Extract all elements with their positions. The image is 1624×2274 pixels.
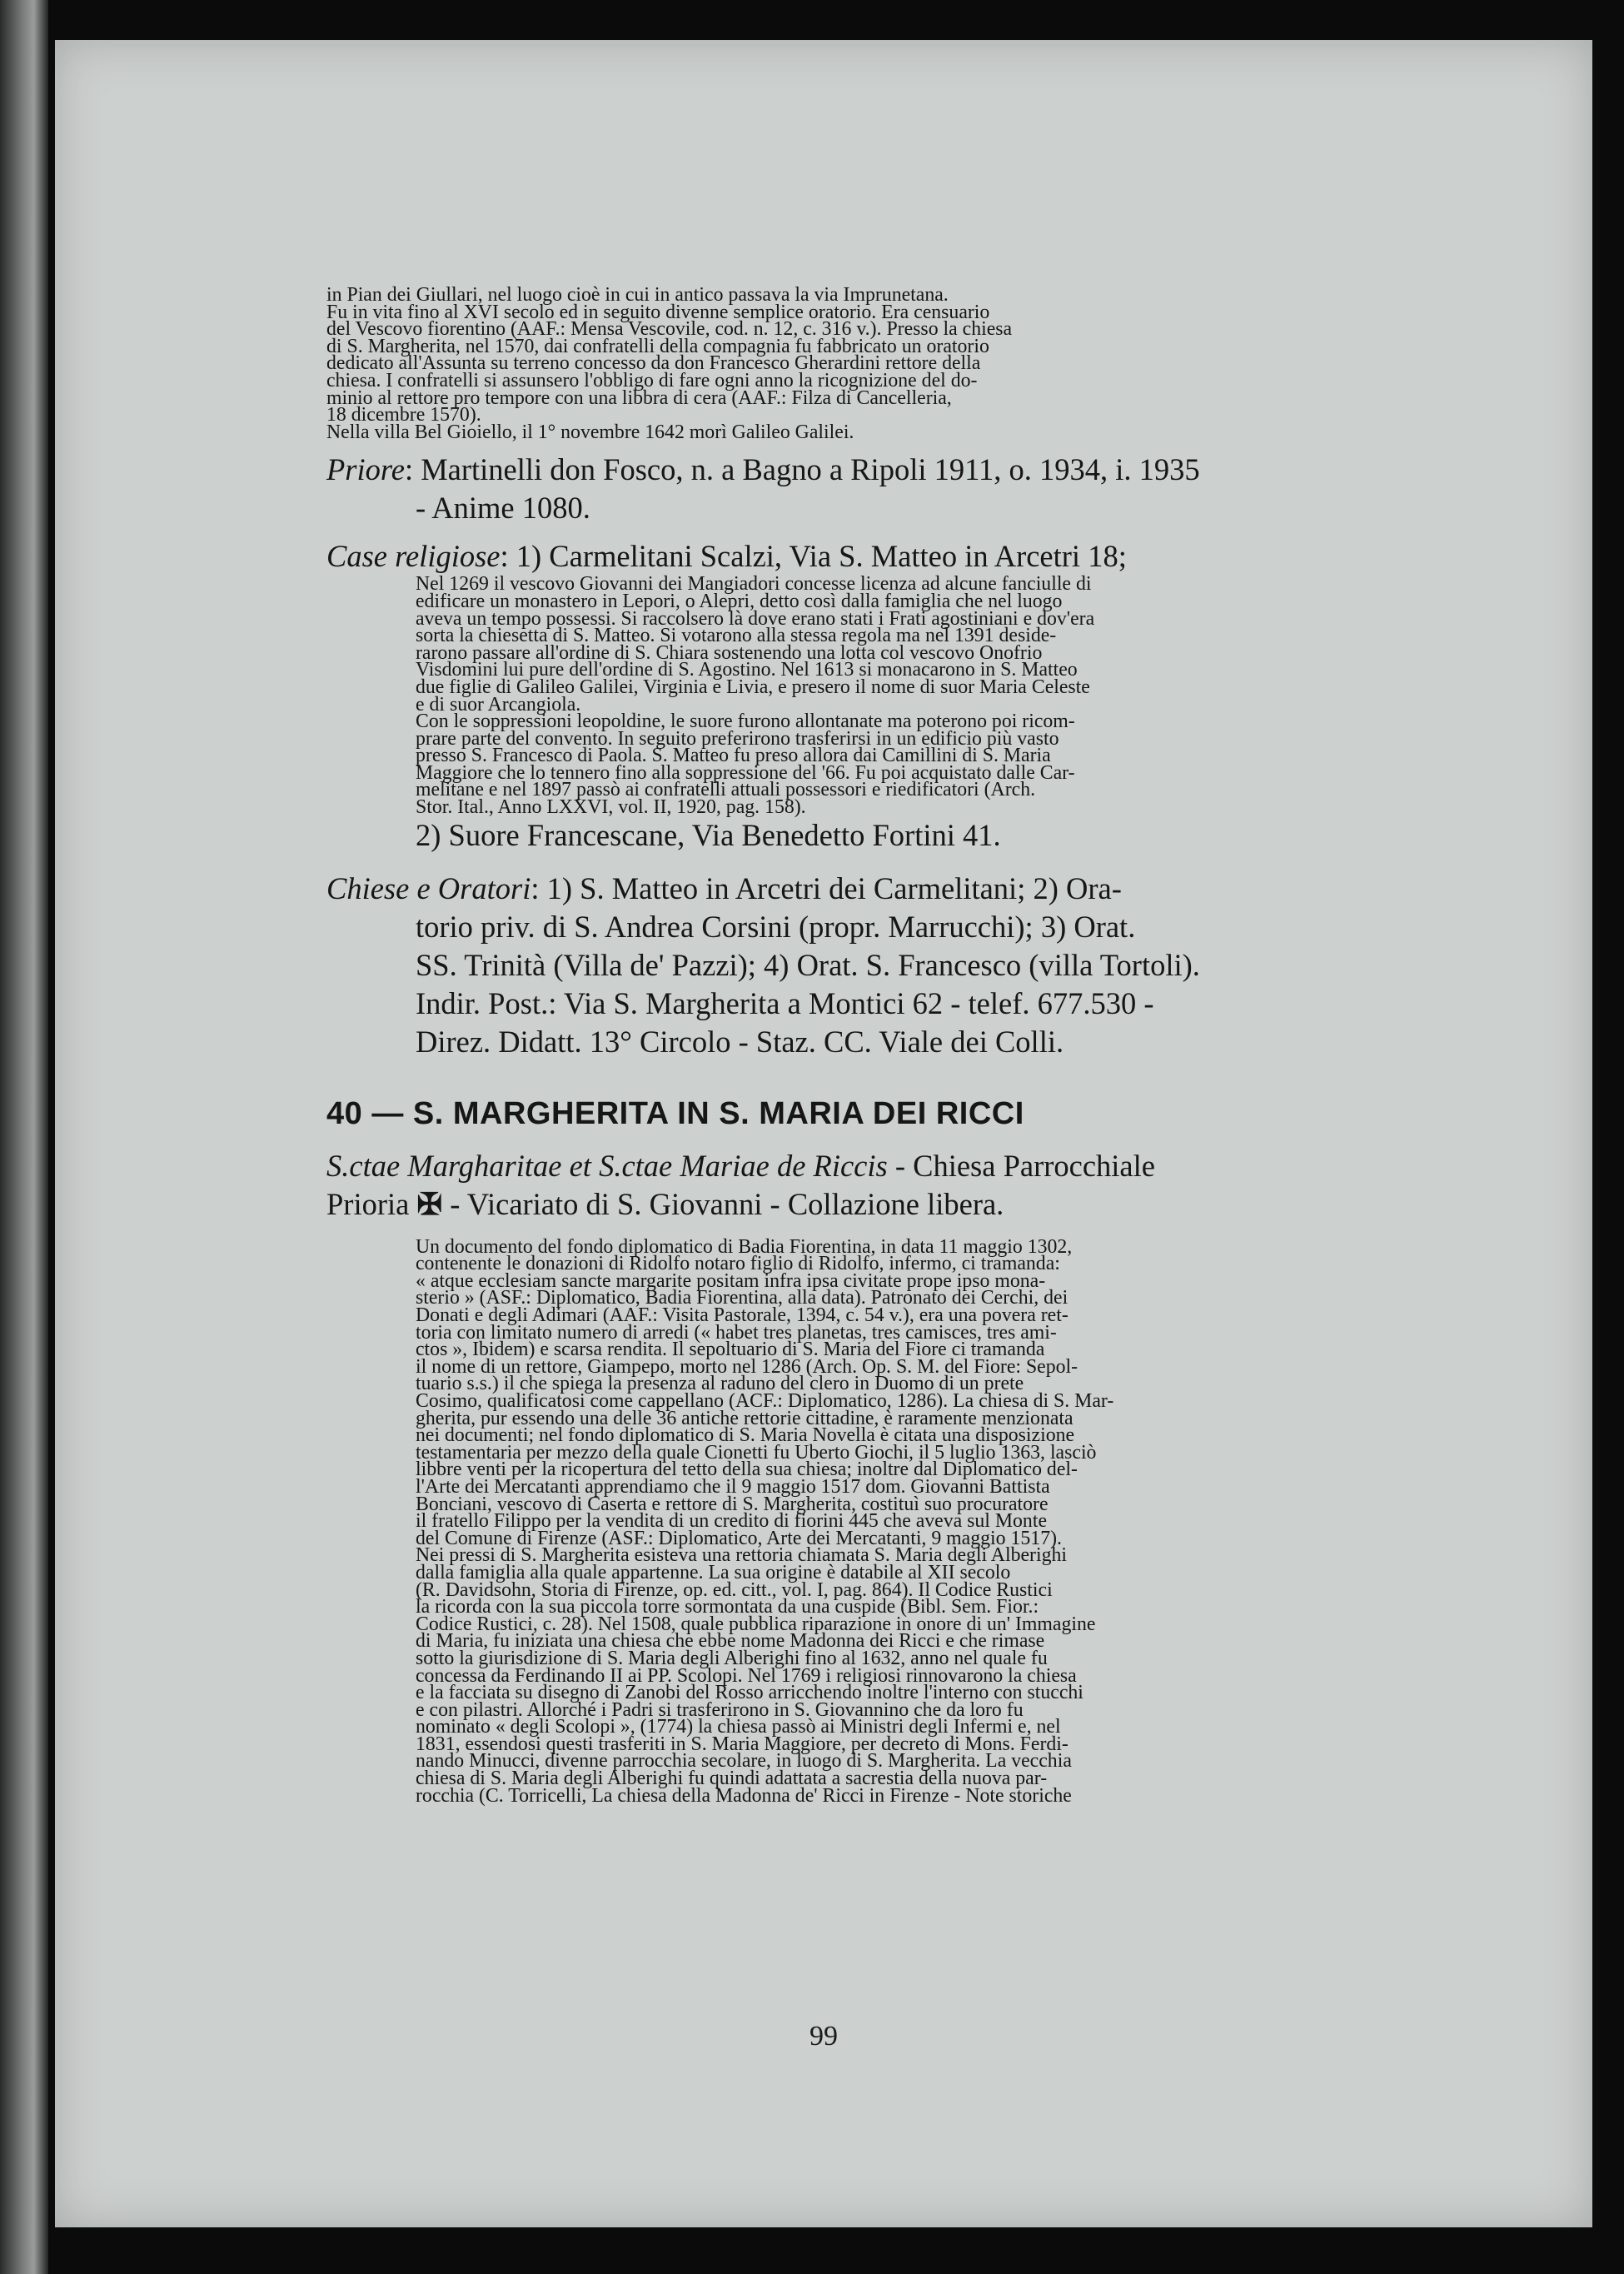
case-religiose-item1: : 1) Carmelitani Scalzi, Via S. Matteo in Arcetri 18; xyxy=(500,539,1127,574)
footnote-line: contenente le donazioni di Ridolfo notaro figlio di Ridolfo, infermo, ci tramanda: xyxy=(416,1253,1060,1275)
footnote-line: Nei pressi di S. Margherita esisteva una rettoria chiamata S. Maria degli Alberighi xyxy=(416,1544,1067,1567)
footnote-line: sotto la giurisdizione di S. Maria degli Alberighi fino al 1632, anno nel quale fu xyxy=(416,1647,1048,1669)
section-latin-title: S.ctae Margharitae et S.ctae Mariae de Riccis xyxy=(326,1148,888,1183)
case-religiose-note-1 xyxy=(416,573,1364,819)
note-line: melitane e nel 1897 passò ai confratelli attuali possessori e riedificatori (Arch. xyxy=(416,779,1036,801)
footnote-line: (R. Davidsohn, Storia di Firenze, op. ed. citt., vol. I, pag. 864). Il Codice Rustici xyxy=(416,1578,1053,1601)
case-religiose-item2: 2) Suore Francescane, Via Benedetto Fortini 41. xyxy=(416,817,1001,852)
note-line: Stor. Ital., Anno LXXVI, vol. II, 1920, pag. 158). xyxy=(416,796,806,819)
footnote-line: nei documenti; nel fondo diplomatico di S. Maria Novella è citata una disposizione xyxy=(416,1424,1075,1447)
chiese-entry xyxy=(326,870,1364,908)
footnote-line: Codice Rustici, c. 28). Nel 1508, quale pubblica riparazione in onore di un' Immagine xyxy=(416,1613,1096,1635)
note-line: edificare un monastero in Lepori, o Alepri, detto così dalla famiglia che nel luogo xyxy=(416,590,1063,612)
footnote-line: gherita, pur essendo una delle 36 antiche rettorie cittadine, è raramente menzionata xyxy=(416,1407,1074,1429)
footnote-line: in Pian dei Giullari, nel luogo cioè in cui in antico passava la via Imprunetana. xyxy=(326,284,949,306)
note-line: e di suor Arcangiola. xyxy=(416,693,581,716)
note-line: prare parte del convento. In seguito preferirono trasferirsi in un edificio più vasto xyxy=(416,727,1059,750)
footnote-line: dedicato all'Assunta su terreno concesso da don Francesco Gherardini rettore della xyxy=(326,352,981,375)
footnote-top xyxy=(326,284,1364,443)
priore-label: Priore xyxy=(326,452,405,487)
footnote-line: Donati e degli Adimari (AAF.: Visita Pastorale, 1394, c. 54 v.), era una povera ret- xyxy=(416,1304,1069,1327)
note-line: due figlie di Galileo Galilei, Virginia e Livia, e presero il nome di suor Maria Celeste xyxy=(416,676,1090,698)
footnote-line: del Comune di Firenze (ASF.: Diplomatico, Arte dei Mercatanti, 9 maggio 1517). xyxy=(416,1527,1062,1549)
case-religiose-label: Case religiose xyxy=(326,539,501,574)
note-line: aveva un tempo possessi. Si raccolsero là dove erano stati i Frati agostiniani e dov'era xyxy=(416,607,1095,630)
footnote-bottom xyxy=(416,1235,1364,1807)
footnote-line: ctos », Ibidem) e scarsa rendita. Il sepoltuario di S. Maria del Fiore ci tramanda xyxy=(416,1339,1045,1361)
footnote-line: tuario s.s.) il che spiega la presenza al raduno del clero in Duomo di un prete xyxy=(416,1373,1024,1395)
footnote-line: Fu in vita fino al XVI secolo ed in seguito divenne semplice oratorio. Era censuario xyxy=(326,301,990,323)
footnote-line: chiesa. I confratelli si assunsero l'obbligo di fare ogni anno la ricognizione del do- xyxy=(326,369,978,391)
footnote-line: di Maria, fu iniziata una chiesa che ebbe nome Madonna dei Ricci e che rimase xyxy=(416,1630,1045,1653)
section-subtitle xyxy=(326,1185,1364,1224)
cross-icon: ✠ xyxy=(416,1186,443,1221)
footnote-line: rocchia (C. Torricelli, La chiesa della Madonna de' Ricci in Firenze - Note storiche xyxy=(416,1784,1072,1807)
priore-line1: : Martinelli don Fosco, n. a Bagno a Ripoli 1911, o. 1934, i. 1935 xyxy=(404,452,1200,487)
footnote-line: la ricorda con la sua piccola torre sormontata da una cuspide (Bibl. Sem. Fior.: xyxy=(416,1596,1039,1618)
footnote-line: il fratello Filippo per la vendita di un credito di fiorini 445 che aveva sul Monte xyxy=(416,1510,1048,1533)
footnote-line: e la facciata su disegno di Zanobi del Rosso arricchendo inoltre l'interno con stucchi xyxy=(416,1682,1083,1704)
chiese-line: torio priv. di S. Andrea Corsini (propr. Marrucchi); 3) Orat. xyxy=(416,909,1136,944)
footnote-line: minio al rettore pro tempore con una libbra di cera (AAF.: Filza di Cancelleria, xyxy=(326,386,952,409)
book-page xyxy=(55,40,1592,2227)
footnote-line: Un documento del fondo diplomatico di Badia Fiorentina, in data 11 maggio 1302, xyxy=(416,1235,1073,1258)
footnote-line: libbre venti per la ricopertura del tetto della sua chiesa; inoltre dal Diplomatico del- xyxy=(416,1459,1078,1481)
footnote-line: Bonciani, vescovo di Caserta e rettore di S. Margherita, costituì suo procuratore xyxy=(416,1493,1049,1515)
adjacent-page-edge xyxy=(0,0,48,2274)
section-heading: 40 — S. MARGHERITA IN S. MARIA DEI RICCI xyxy=(326,1095,1024,1131)
page-content xyxy=(326,284,1364,1807)
footnote-line: sterio » (ASF.: Diplomatico, Badia Fiorentina, alla data). Patronato dei Cerchi, dei xyxy=(416,1287,1069,1309)
footnote-line: Nella villa Bel Gioiello, il 1° novembre 1642 morì Galileo Galilei. xyxy=(326,421,854,443)
footnote-line: di S. Margherita, nel 1570, dai confratelli della compagnia fu fabbricato un oratorio xyxy=(326,335,989,357)
note-line: Con le soppressioni leopoldine, le suore furono allontanate ma poterono poi ricom- xyxy=(416,711,1075,733)
note-line: rarono passare all'ordine di S. Chiara sostenendo una lotta col vescovo Onofrio xyxy=(416,641,1043,664)
note-line: Maggiore che lo tennero fino alla soppressione del '66. Fu poi acquistato dalle Car- xyxy=(416,761,1075,784)
chiese-line: SS. Trinità (Villa de' Pazzi); 4) Orat. S. Francesco (villa Tortoli). xyxy=(416,947,1200,982)
footnote-line: concessa da Ferdinando II ai PP. Scolopi. Nel 1769 i religiosi rinnovarono la chiesa xyxy=(416,1664,1077,1687)
chiese-line1: : 1) S. Matteo in Arcetri dei Carmelitani; 2) Ora- xyxy=(531,870,1122,905)
chiese-lines xyxy=(416,908,1364,1061)
page-number: 99 xyxy=(810,2021,838,2052)
footnote-line: Cosimo, qualificatosi come cappellano (ACF.: Diplomatico, 1286). La chiesa di S. Mar- xyxy=(416,1390,1114,1412)
footnote-line: nando Minucci, divenne parrocchia secolare, in luogo di S. Margherita. La vecchia xyxy=(416,1750,1072,1773)
case-religiose-entry xyxy=(326,537,1364,576)
note-line: Nel 1269 il vescovo Giovanni dei Mangiadori concesse licenza ad alcune fanciulle di xyxy=(416,573,1092,596)
prioria-label: Prioria xyxy=(326,1186,417,1221)
priore-line2: - Anime 1080. xyxy=(416,491,590,526)
section-title xyxy=(326,1147,1364,1185)
chiese-label: Chiese e Oratori xyxy=(326,870,531,905)
footnote-line: nominato « degli Scolopi », (1774) la chiesa passò ai Ministri degli Infermi e, nel xyxy=(416,1716,1061,1738)
footnote-line: « atque ecclesiam sancte margarite positam infra ipsa civitate prope ipso mona- xyxy=(416,1269,1046,1292)
footnote-line: l'Arte dei Mercatanti apprendiamo che il 9 maggio 1517 dom. Giovanni Battista xyxy=(416,1475,1050,1498)
footnote-line: testamentaria per mezzo della quale Cionetti fu Uberto Giochi, il 5 luglio 1363, lasciò xyxy=(416,1441,1097,1464)
footnote-line: 1831, essendosi questi trasferiti in S. Maria Maggiore, per decreto di Mons. Ferdi- xyxy=(416,1733,1069,1755)
footnote-line: chiesa di S. Maria degli Alberighi fu quindi adattata a sacrestia della nuova par- xyxy=(416,1768,1048,1790)
note-line: presso S. Francesco di Paola. S. Matteo fu preso allora dai Camillini di S. Maria xyxy=(416,745,1051,767)
section-title-rest: - Chiesa Parrocchiale xyxy=(887,1148,1155,1183)
footnote-line: dalla famiglia alla quale appartenne. La sua origine è databile al XII secolo xyxy=(416,1561,1011,1583)
footnote-line: del Vescovo fiorentino (AAF.: Mensa Vescovile, cod. n. 12, c. 316 v.). Presso la chiesa xyxy=(326,318,1013,341)
vicariato-text: - Vicariato di S. Giovanni - Collazione libera. xyxy=(442,1186,1004,1221)
note-line: sorta la chiesetta di S. Matteo. Si votarono alla stessa regola ma nel 1391 deside- xyxy=(416,625,1057,647)
priore-entry xyxy=(326,451,1364,527)
footnote-line: il nome di un rettore, Giampepo, morto nel 1286 (Arch. Op. S. M. del Fiore: Sepol- xyxy=(416,1355,1079,1378)
chiese-line: Indir. Post.: Via S. Margherita a Montici 62 - telef. 677.530 - xyxy=(416,985,1154,1020)
footnote-line: toria con limitato numero di arredi (« habet tres planetas, tres camisces, tres ami- xyxy=(416,1321,1057,1344)
chiese-line: Direz. Didatt. 13° Circolo - Staz. CC. Viale dei Colli. xyxy=(416,1024,1064,1059)
footnote-line: e con pilastri. Allorché i Padri si trasferirono in S. Giovannino che da loro fu xyxy=(416,1698,1024,1721)
note-line: Visdomini lui pure dell'ordine di S. Agostino. Nel 1613 si monacarono in S. Matteo xyxy=(416,659,1078,681)
footnote-line: 18 dicembre 1570). xyxy=(326,404,481,426)
